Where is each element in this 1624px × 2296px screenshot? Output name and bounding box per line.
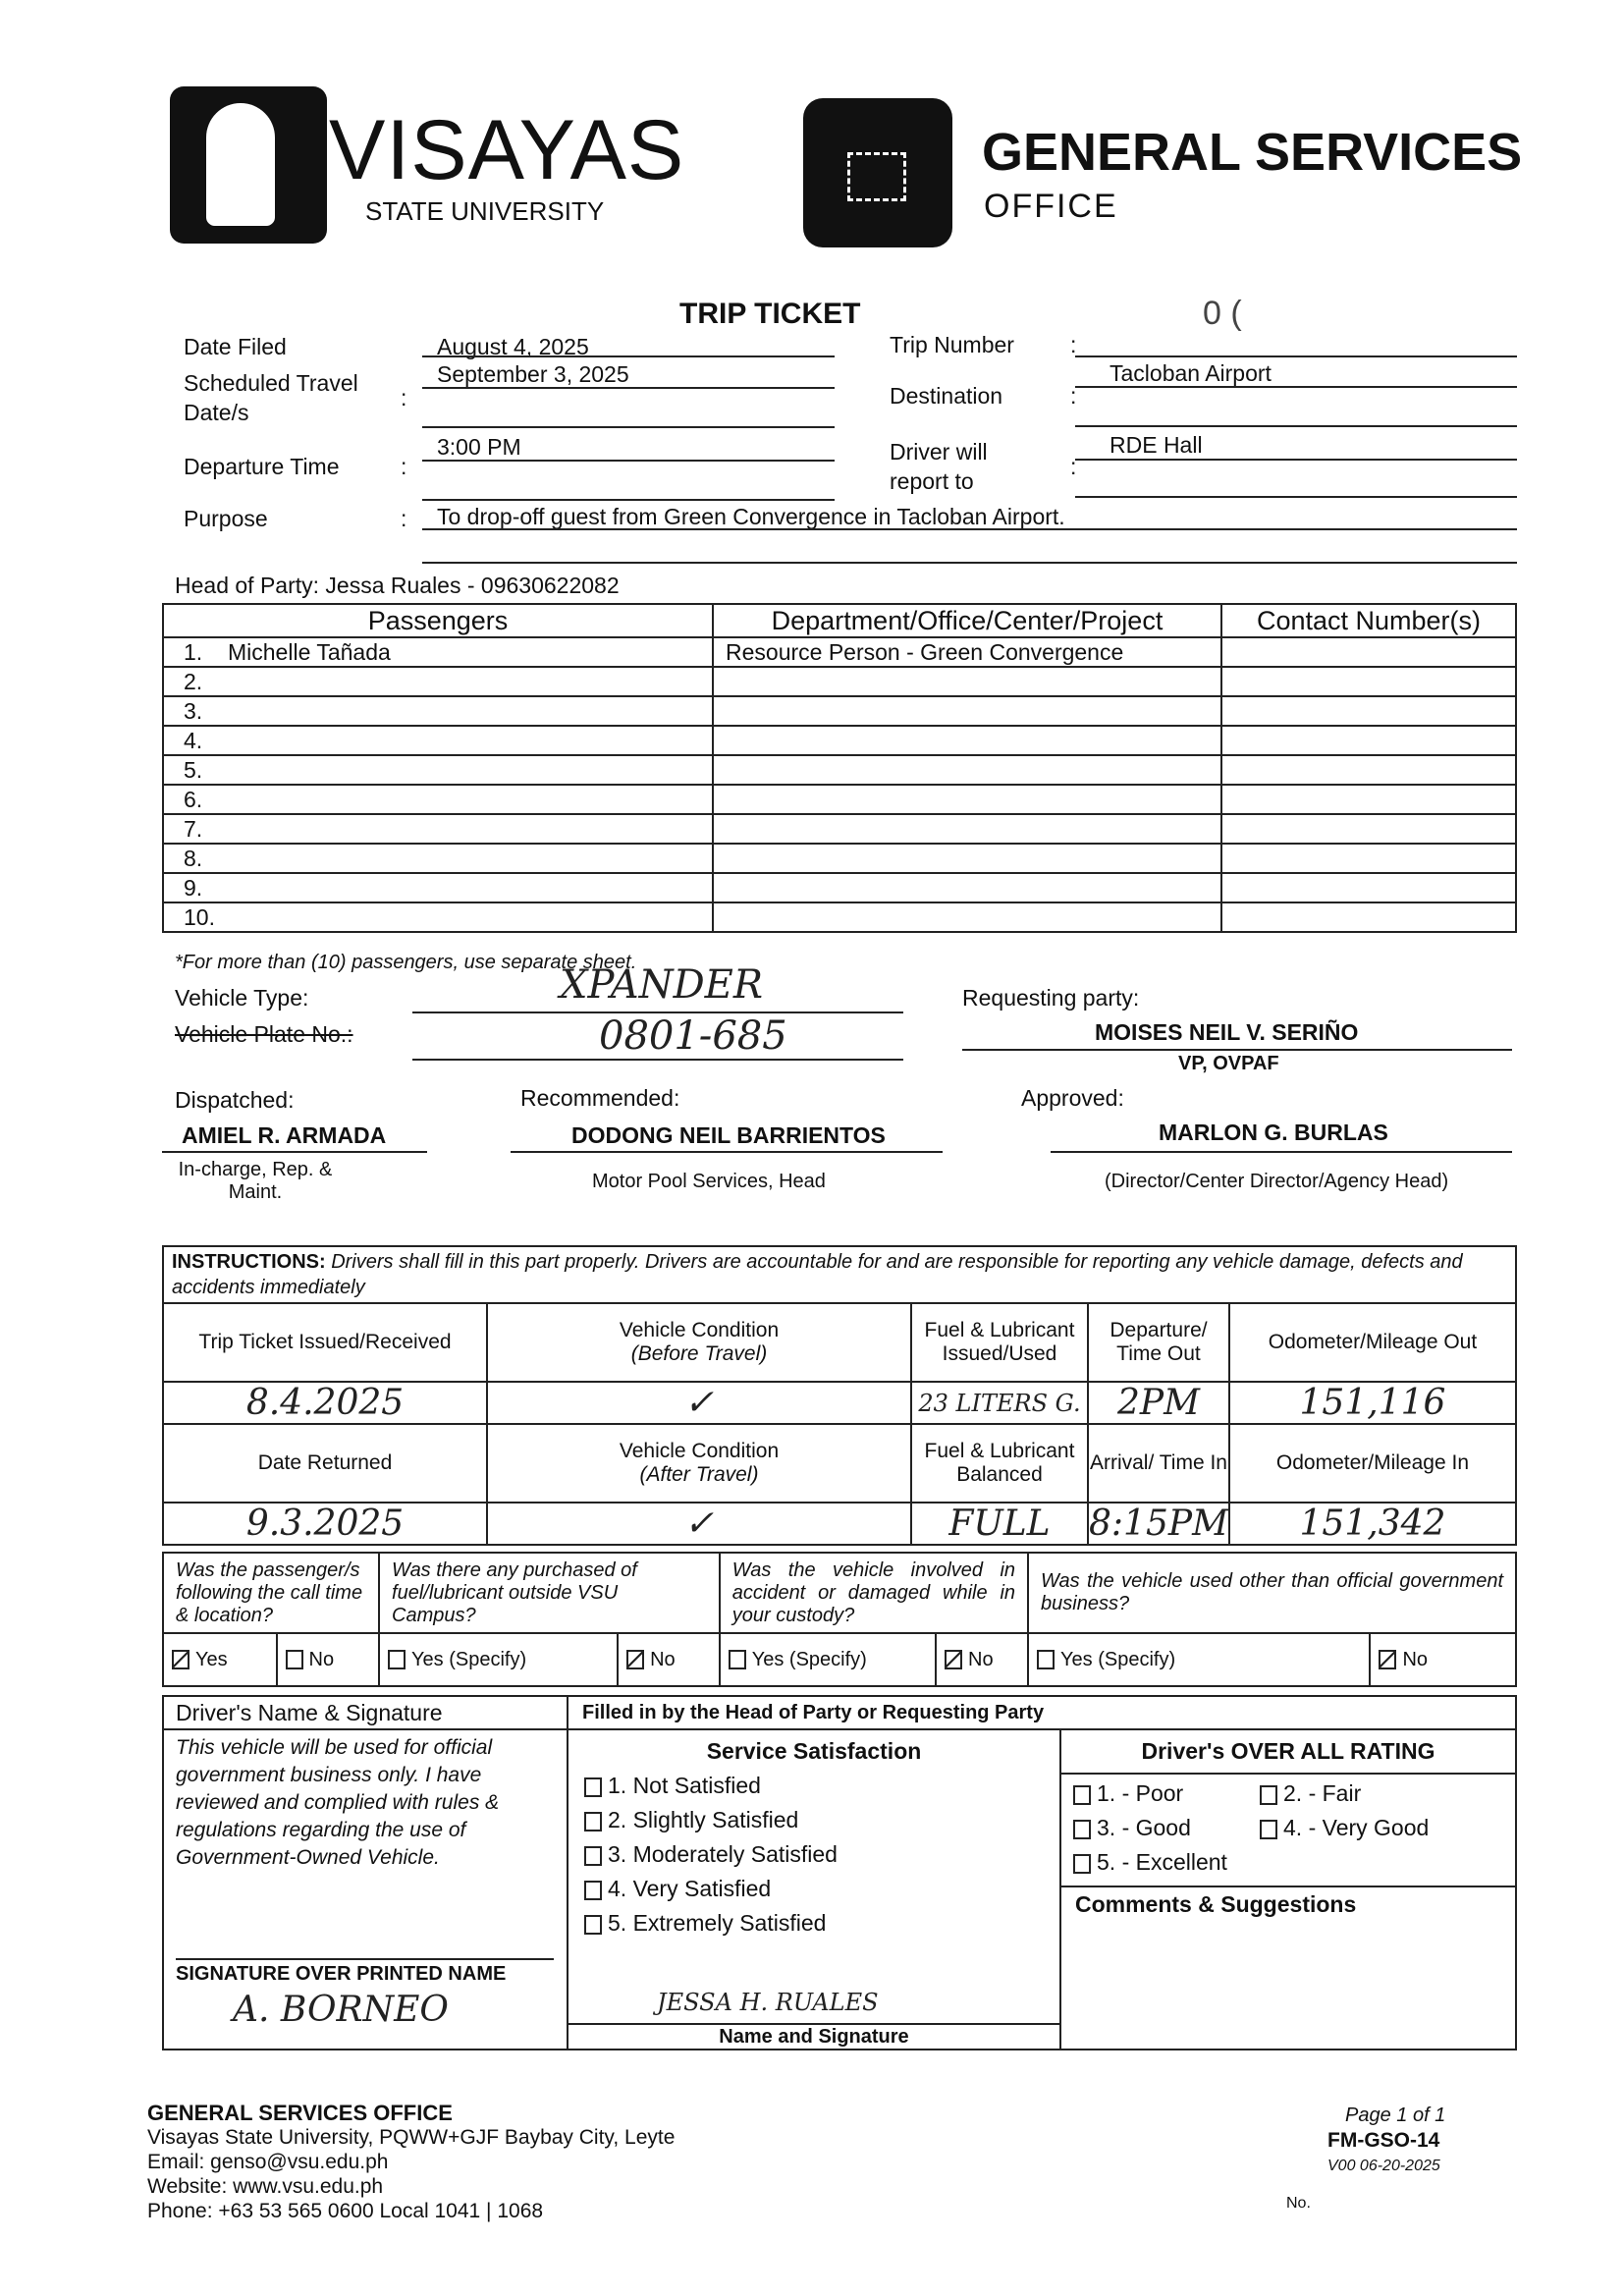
answer-label: Yes (Specify) [751, 1648, 867, 1670]
footer-no: No. [1286, 2195, 1311, 2212]
vehicle-plate-label: Vehicle Plate No.: [175, 1021, 353, 1047]
checkbox[interactable] [729, 1650, 746, 1669]
row-number: 10. [184, 903, 215, 930]
footer-office: GENERAL SERVICES OFFICE [147, 2101, 453, 2125]
head-signature: JESSA H. RUALES [657, 1989, 879, 2016]
driver-declaration: This vehicle will be used for official government business only. I have reviewed and complied with rules & regulations regarding the use of Government-Owned Vehicle. [176, 1736, 500, 1869]
row-number: 8. [184, 845, 203, 871]
dispatched-label: Dispatched: [175, 1087, 295, 1113]
checkbox[interactable] [584, 1812, 602, 1831]
passenger-row [163, 667, 1516, 696]
checkbox[interactable] [1073, 1820, 1091, 1839]
passenger-row [163, 637, 1516, 667]
vsu-name: VISAYAS [329, 103, 685, 197]
passenger-department [713, 814, 1221, 844]
requesting-label: Requesting party: [962, 985, 1140, 1011]
comments-header: Comments & Suggestions [1075, 1891, 1357, 1917]
checkbox[interactable] [584, 1846, 602, 1866]
passenger-department: Resource Person - Green Convergence [713, 637, 1221, 667]
col-contact: Contact Number(s) [1221, 604, 1516, 637]
row-number: 4. [184, 727, 203, 753]
col-department: Department/Office/Center/Project [713, 604, 1221, 637]
filled-by: Filled in by the Head of Party or Requesting Party [568, 1696, 1516, 1729]
vehicle-type-value: XPANDER [560, 962, 763, 1008]
checkbox[interactable] [945, 1650, 962, 1669]
answer-label: No [650, 1648, 676, 1670]
answer-label: No [1402, 1648, 1429, 1670]
service-option[interactable]: 1. Not Satisfied [584, 1773, 1050, 1799]
answer-label: No [968, 1648, 994, 1670]
checkbox[interactable] [1073, 1785, 1091, 1805]
passenger-department [713, 902, 1221, 932]
passenger-department [713, 873, 1221, 902]
row-number: 5. [184, 756, 203, 783]
requesting-title: VP, OVPAF [1178, 1053, 1279, 1074]
head-of-party: Head of Party: Jessa Ruales - 09630622082 [175, 573, 620, 598]
checkbox[interactable] [172, 1650, 189, 1669]
signature-label: SIGNATURE OVER PRINTED NAME [176, 1958, 554, 1986]
col-passengers: Passengers [163, 604, 713, 637]
vsu-sub: STATE UNIVERSITY [365, 196, 605, 226]
departure-label: Departure Time [184, 454, 340, 479]
scheduled-value: September 3, 2025 [437, 361, 629, 387]
passenger-contact [1221, 637, 1516, 667]
row-number: 1. [184, 638, 203, 665]
rating-option[interactable]: 4. - Very Good [1260, 1815, 1503, 1841]
passenger-row [163, 696, 1516, 726]
approved-name: MARLON G. BURLAS [1159, 1120, 1388, 1145]
odometer-out: 151,116 [1229, 1382, 1516, 1424]
footer-page: Page 1 of 1 [1345, 2105, 1446, 2126]
row-number: 9. [184, 874, 203, 901]
odometer-in: 151,342 [1229, 1503, 1516, 1545]
footer-website[interactable]: Website: www.vsu.edu.ph [147, 2175, 384, 2198]
destination-label: Destination [890, 383, 1003, 409]
checkbox[interactable] [584, 1915, 602, 1935]
dispatched-title: In-charge, Rep. & Maint. [178, 1159, 333, 1203]
passenger-note: *For more than (10) passengers, use separate sheet. [175, 952, 637, 973]
requesting-name: MOISES NEIL V. SERIÑO [1095, 1019, 1359, 1045]
recommended-label: Recommended: [520, 1085, 680, 1111]
row-number: 6. [184, 786, 203, 812]
rating-table [162, 1695, 1517, 2050]
checkbox[interactable] [584, 1881, 602, 1900]
recommended-title: Motor Pool Services, Head [592, 1171, 826, 1192]
condition-after: ✓ [487, 1503, 911, 1545]
answer-label: Yes (Specify) [411, 1648, 527, 1670]
row-number: 7. [184, 815, 203, 842]
passenger-row [163, 726, 1516, 755]
checkbox[interactable] [626, 1650, 644, 1669]
instructions-table: INSTRUCTIONS: Drivers shall fill in this part properly. Drivers are accountable for and are responsible for reporting any vehicle damage, defects and accidents immediately Trip Ticket Issued/Received Vehicle Condition (Before Travel) Fuel & Lubricant Issued/Used Departure/ Time Out Odometer/Mileage Out 8.4.2025 ✓ 23 LITERS G. 2PM 151,116 Date Returned Vehicle Condition (After Travel) Fuel & Lubricant Balanced Arrival/ Time In Odometer/Mileage In 9.3.2025 ✓ FULL 8:15PM 151,342 [162, 1245, 1517, 1546]
condition-before: ✓ [487, 1382, 911, 1424]
vehicle-type-label: Vehicle Type: [175, 985, 309, 1011]
questions-table: Was the passenger/s following the call time & location? Was there any purchased of fuel/lubricant outside VSU Campus? Was the vehicle involved in accident or damaged while in your custody? Was the vehicle used other than official government business? Yes No Yes (Specify) No Yes (Specify) No Yes (Specify) No [162, 1552, 1517, 1687]
issued-date: 8.4.2025 [163, 1382, 487, 1424]
checkbox[interactable] [1260, 1820, 1277, 1839]
passenger-department [713, 667, 1221, 696]
report-value: RDE Hall [1110, 432, 1203, 458]
return-date: 9.3.2025 [163, 1503, 487, 1545]
checkbox[interactable] [388, 1650, 406, 1669]
purpose-value: To drop-off guest from Green Convergence in Tacloban Airport. [437, 504, 1065, 529]
passenger-contact [1221, 696, 1516, 726]
passenger-contact [1221, 814, 1516, 844]
gso-sub: OFFICE [984, 188, 1118, 225]
passenger-name: Michelle Tañada [228, 638, 391, 665]
footer-address: Visayas State University, PQWW+GJF Baybay City, Leyte [147, 2126, 676, 2149]
footer-email[interactable]: Email: genso@vsu.edu.ph [147, 2151, 389, 2173]
time-in: 8:15PM [1089, 1503, 1228, 1544]
service-option[interactable]: 5. Extremely Satisfied [584, 1910, 1050, 1937]
row-number: 2. [184, 668, 203, 694]
rating-option[interactable]: 5. - Excellent [1073, 1849, 1260, 1876]
service-option[interactable]: 2. Slightly Satisfied [584, 1807, 1050, 1833]
passenger-row [163, 844, 1516, 873]
passenger-department [713, 755, 1221, 785]
footer-phone: Phone: +63 53 565 0600 Local 1041 | 1068 [147, 2200, 544, 2222]
passenger-department [713, 785, 1221, 814]
report-label: Driver will report to [890, 439, 988, 494]
departure-value: 3:00 PM [437, 434, 521, 460]
name-signature-label: Name and Signature [568, 2023, 1059, 2049]
date-filed-label: Date Filed [184, 334, 287, 359]
checkbox[interactable] [1073, 1854, 1091, 1874]
dispatched-name: AMIEL R. ARMADA [182, 1122, 387, 1148]
footer-version: V00 06-20-2025 [1327, 2158, 1440, 2174]
passenger-contact [1221, 873, 1516, 902]
service-option[interactable]: 3. Moderately Satisfied [584, 1841, 1050, 1868]
purpose-label: Purpose [184, 506, 268, 531]
destination-value: Tacloban Airport [1110, 360, 1272, 386]
vsu-logo-figure-icon [206, 103, 275, 226]
scheduled-label: Scheduled Travel Date/s [184, 370, 358, 425]
checkbox[interactable] [1379, 1650, 1396, 1669]
driver-header: Driver's Name & Signature [163, 1696, 568, 1729]
rating-header: Driver's OVER ALL RATING [1061, 1730, 1515, 1775]
checkbox[interactable] [584, 1777, 602, 1797]
passenger-row [163, 814, 1516, 844]
footer-form: FM-GSO-14 [1327, 2129, 1440, 2152]
driver-signature: A. BORNEO [233, 1990, 449, 2030]
passenger-row [163, 902, 1516, 932]
passenger-row [163, 755, 1516, 785]
passenger-contact [1221, 726, 1516, 755]
answer-label: Yes [195, 1648, 228, 1670]
fuel-balanced: FULL [911, 1503, 1088, 1545]
rating-option[interactable]: 3. - Good [1073, 1815, 1260, 1841]
service-option[interactable]: 4. Very Satisfied [584, 1876, 1050, 1902]
passenger-contact [1221, 755, 1516, 785]
passenger-contact [1221, 844, 1516, 873]
passenger-table [162, 603, 1517, 933]
answer-label: Yes (Specify) [1060, 1648, 1176, 1670]
gso-name: GENERAL SERVICES [982, 123, 1523, 182]
answer-label: No [308, 1648, 335, 1670]
row-number: 3. [184, 697, 203, 724]
passenger-department [713, 726, 1221, 755]
passenger-row [163, 785, 1516, 814]
approved-label: Approved: [1021, 1085, 1124, 1111]
approved-title: (Director/Center Director/Agency Head) [1105, 1171, 1449, 1192]
date-filed-value: August 4, 2025 [437, 334, 589, 359]
checkbox[interactable] [1037, 1650, 1055, 1669]
service-header: Service Satisfaction [706, 1738, 922, 1764]
page-title: TRIP TICKET [679, 298, 861, 330]
time-out: 2PM [1088, 1382, 1229, 1424]
trip-number-label: Trip Number [890, 332, 1014, 357]
vehicle-plate-value: 0801-685 [599, 1013, 787, 1059]
trip-number-stamp: 0 ( [1203, 295, 1242, 332]
fuel-issued: 23 LITERS G. [911, 1382, 1088, 1424]
passenger-row [163, 873, 1516, 902]
rating-option[interactable]: 2. - Fair [1260, 1780, 1503, 1807]
gso-logo-building-icon [803, 98, 952, 247]
passenger-contact [1221, 902, 1516, 932]
rating-option[interactable]: 1. - Poor [1073, 1780, 1260, 1807]
passenger-department [713, 844, 1221, 873]
checkbox[interactable] [1260, 1785, 1277, 1805]
passenger-contact [1221, 667, 1516, 696]
passenger-department [713, 696, 1221, 726]
passenger-contact [1221, 785, 1516, 814]
checkbox[interactable] [286, 1650, 303, 1669]
recommended-name: DODONG NEIL BARRIENTOS [571, 1122, 886, 1148]
